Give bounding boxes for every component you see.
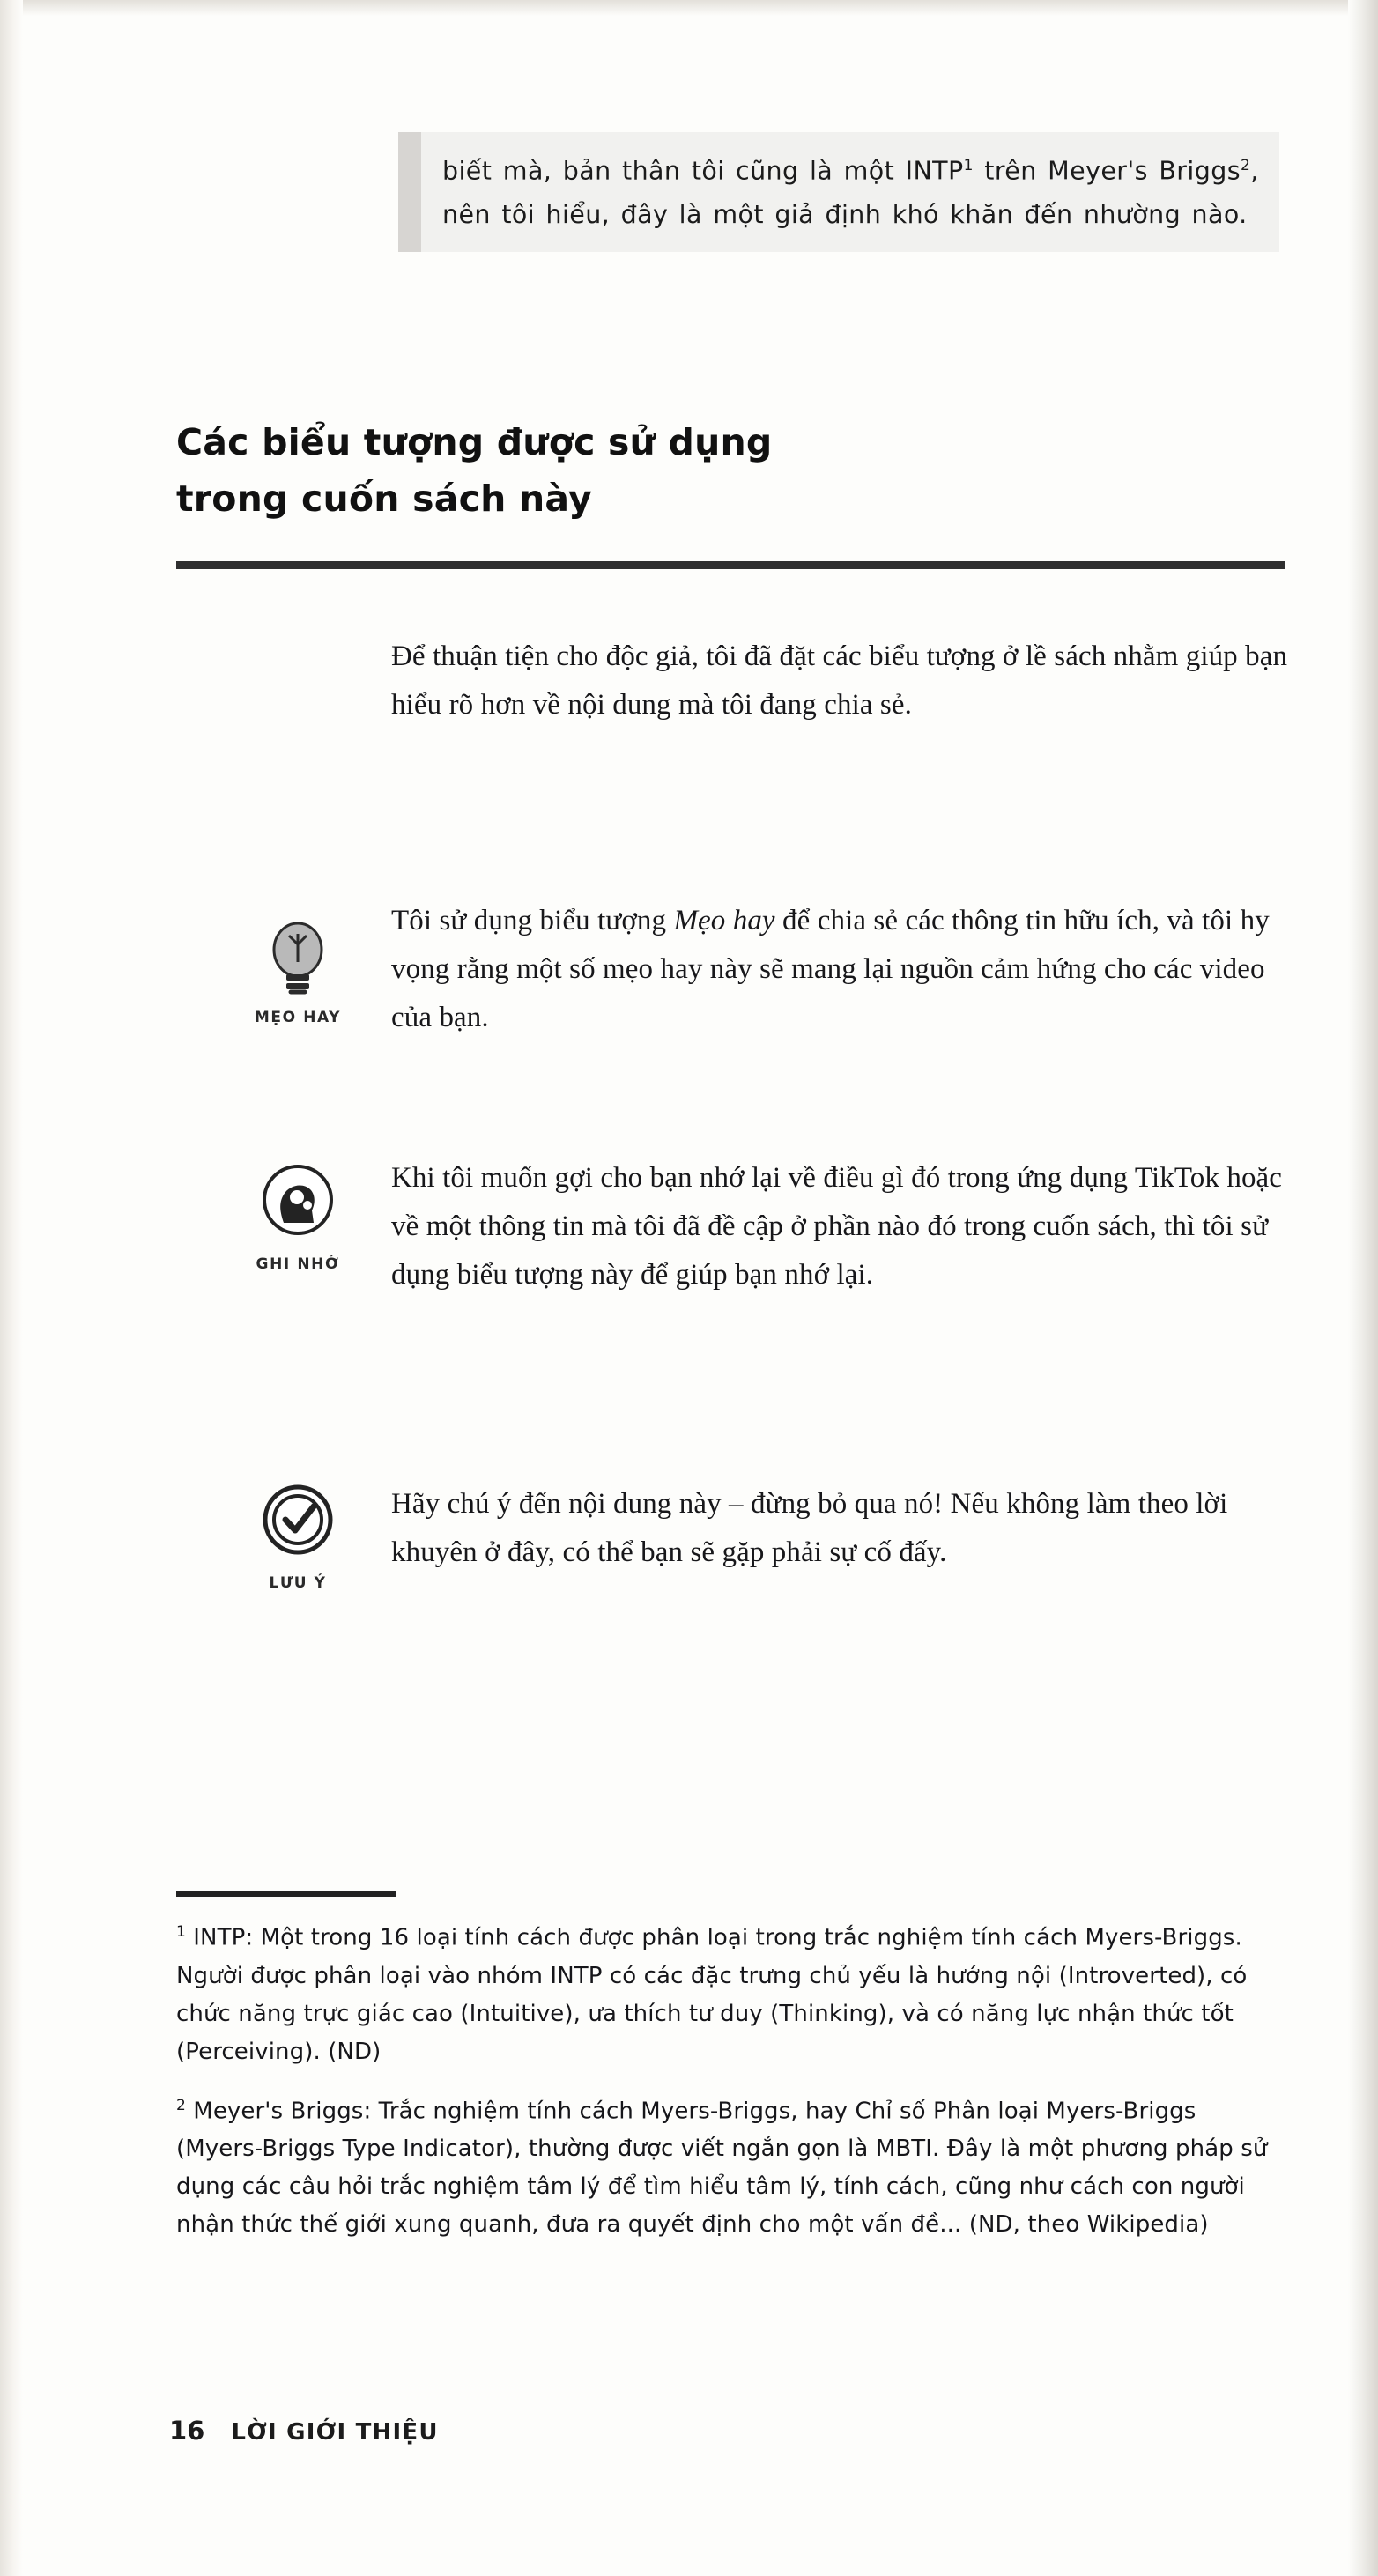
margin-icon-tip [227, 914, 368, 1026]
body-paragraph-2: Khi tôi muốn gợi cho bạn nhớ lại về điều gì đó trong ứng dụng TikTok hoặc về một thông tin mà tôi đã đề cập ở phần nào đó trong cuốn sách, thì tôi sử dụng biểu tượng này để giúp bạn nhớ lại. [391, 1162, 1283, 1291]
body-paragraph-1: Để thuận tiện cho độc giả, tôi đã đặt các biểu tượng ở lề sách nhằm giúp bạn hiểu rõ hơn về nội dung mà tôi đang chia sẻ. [391, 640, 1288, 721]
body-paragraph-3: Hãy chú ý đến nội dung này – đừng bỏ qua nó! Nếu không làm theo lời khuyên ở đây, có thể bạn sẽ gặp phải sự cố đấy. [391, 1488, 1228, 1568]
margin-icon-warning-label: LƯU Ý [269, 1574, 327, 1592]
footnote-separator-rule [176, 1891, 396, 1897]
page-number: 16 [169, 2416, 205, 2446]
lightbulb-icon [257, 914, 338, 999]
footnote-2-marker: 2 [176, 2096, 186, 2114]
footnote-1-text: INTP: Một trong 16 loại tính cách được phân loại trong trắc nghiệm tính cách Myers-Briggs. Người được phân loại vào nhóm INTP có các đặc trưng chủ yếu là hướng nội (Introverted), có chức năng trực giác cao (Intuitive), ưa thích tư duy (Thinking), và có năng lực nhận thức tốt (Perceiving). (ND) [176, 1924, 1248, 2065]
pull-quote-block [398, 132, 1279, 252]
footnote-1 [176, 1913, 1288, 2071]
head-gears-icon [257, 1161, 338, 1246]
margin-icon-remember [227, 1161, 368, 1273]
tip-paragraph-italic: Mẹo hay [673, 905, 775, 936]
footnote-2-text: Meyer's Briggs: Trắc nghiệm tính cách Myers-Briggs, hay Chỉ số Phân loại Myers-Briggs (Myers-Briggs Type Indicator), thường được viết ngắn gọn là MBTI. Đây là một phương pháp sử dụng các câu hỏi trắc nghiệm tâm lý để tìm hiểu tâm lý, tính cách, cũng như cách con người nhận thức thế giới xung quanh, đưa ra quyết định cho một vấn đề... (ND, theo Wikipedia) [176, 2098, 1268, 2239]
section-heading [176, 414, 1278, 527]
section-heading-line-1: Các biểu tượng được sử dụng [176, 421, 773, 463]
margin-icon-remember-label: GHI NHỚ [256, 1255, 340, 1273]
quote-line3: đến nhường nào. [1024, 199, 1248, 229]
quote-line2-b: , nên tôi hiểu, đây là một giả định khó khăn [442, 156, 1259, 229]
heading-underline-rule [176, 561, 1285, 569]
page-footer [169, 2416, 439, 2446]
tip-paragraph-after: để chia sẻ các thông tin hữu ích, và tôi hy vọng rằng một số mẹo hay này sẽ mang lại nguồn cảm hứng cho các video của bạn. [391, 905, 1270, 1033]
footnote-1-marker: 1 [176, 1923, 186, 1941]
running-head: LỜI GIỚI THIỆU [231, 2419, 439, 2446]
pull-quote-text [442, 144, 1263, 236]
footnote-ref-1: 1 [963, 157, 974, 174]
quote-line2-a: Briggs [1159, 156, 1241, 186]
tip-paragraph-before: Tôi sử dụng biểu tượng [391, 905, 674, 936]
footnotes-section [176, 1913, 1288, 2260]
body-paragraph-tip [391, 897, 1290, 1042]
margin-icon-warning [227, 1480, 368, 1592]
footnote-2 [176, 2087, 1288, 2245]
footnote-ref-2: 2 [1240, 157, 1251, 174]
quote-line1-a: biết mà, bản thân tôi cũng là một INTP [442, 156, 964, 186]
check-circle-icon [257, 1480, 338, 1565]
quote-line1-b: trên Meyer's [973, 156, 1148, 186]
section-heading-line-2: trong cuốn sách này [176, 477, 592, 520]
margin-icon-tip-label: MẸO HAY [254, 1009, 342, 1026]
